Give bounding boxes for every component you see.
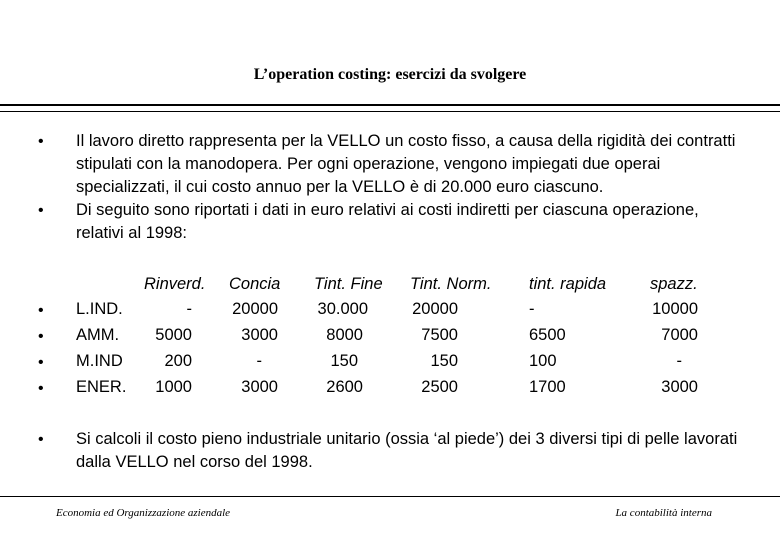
- table-cell: 20000: [232, 300, 278, 318]
- footer-divider: [0, 496, 780, 497]
- table-cell: -: [529, 300, 535, 318]
- table-cell: 5000: [155, 326, 192, 344]
- row-bullet: •: [38, 380, 44, 397]
- row-label-mind: M.IND: [76, 352, 123, 370]
- table-cell: 7000: [661, 326, 698, 344]
- row-bullet: •: [38, 354, 44, 371]
- paragraph-exercise-question: Si calcoli il costo pieno industriale unitario (ossia ‘al piede’) dei 3 diversi tipi di pelle lavorati dalla VELLO nel corso del 1998.: [76, 430, 738, 471]
- footer-right-section: La contabilità interna: [615, 507, 712, 519]
- col-header-tint-rapida: tint. rapida: [529, 275, 607, 293]
- table-cell: 30.000: [317, 300, 368, 318]
- col-header-spazz: spazz.: [650, 275, 698, 293]
- table-cell: 3000: [241, 326, 278, 344]
- title-divider-thin: [0, 111, 780, 112]
- table-cell: 1000: [155, 378, 192, 396]
- table-cell: 200: [164, 352, 192, 370]
- row-label-amm: AMM.: [76, 326, 120, 344]
- bullet-3: •: [38, 431, 44, 448]
- table-cell: 3000: [661, 378, 698, 396]
- table-cell: 100: [529, 352, 557, 370]
- col-header-concia: Concia: [229, 275, 281, 293]
- table-cell: 7500: [421, 326, 458, 344]
- row-bullet: •: [38, 302, 44, 319]
- col-header-rinverd: Rinverd.: [144, 275, 206, 293]
- bullet-1: •: [38, 133, 44, 150]
- row-label-ener: ENER.: [76, 378, 127, 396]
- slide-title: L’operation costing: esercizi da svolgere: [253, 66, 527, 83]
- table-cell: -: [676, 352, 682, 370]
- col-header-tint-norm: Tint. Norm.: [410, 275, 492, 293]
- table-cell: -: [186, 300, 192, 318]
- table-cell: 3000: [241, 378, 278, 396]
- table-cell: 20000: [412, 300, 458, 318]
- footer-left-course: Economia ed Organizzazione aziendale: [56, 507, 231, 519]
- table-cell: 2600: [326, 378, 363, 396]
- col-header-tint-fine: Tint. Fine: [314, 275, 383, 293]
- table-cell: 150: [430, 352, 458, 370]
- bullet-2: •: [38, 202, 44, 219]
- paragraph-labor-cost: Il lavoro diretto rappresenta per la VELLO un costo fisso, a causa della rigidità dei contratti stipulati con la manodopera. Per ogni operazione, vengono impiegati due operai specializzati, il cui costo annuo per la VELLO è di 20.000 euro ciascuno.: [76, 132, 736, 196]
- table-cell: 1700: [529, 378, 566, 396]
- table-cell: 150: [330, 352, 358, 370]
- table-cell: 8000: [326, 326, 363, 344]
- table-cell: -: [256, 352, 262, 370]
- title-divider-thick: [0, 104, 780, 106]
- table-cell: 2500: [421, 378, 458, 396]
- paragraph-indirect-costs: Di seguito sono riportati i dati in euro relativi ai costi indiretti per ciascuna operazione, relativi al 1998:: [76, 201, 699, 242]
- table-cell: 6500: [529, 326, 566, 344]
- row-label-lind: L.IND.: [76, 300, 123, 318]
- row-bullet: •: [38, 328, 44, 345]
- table-cell: 10000: [652, 300, 698, 318]
